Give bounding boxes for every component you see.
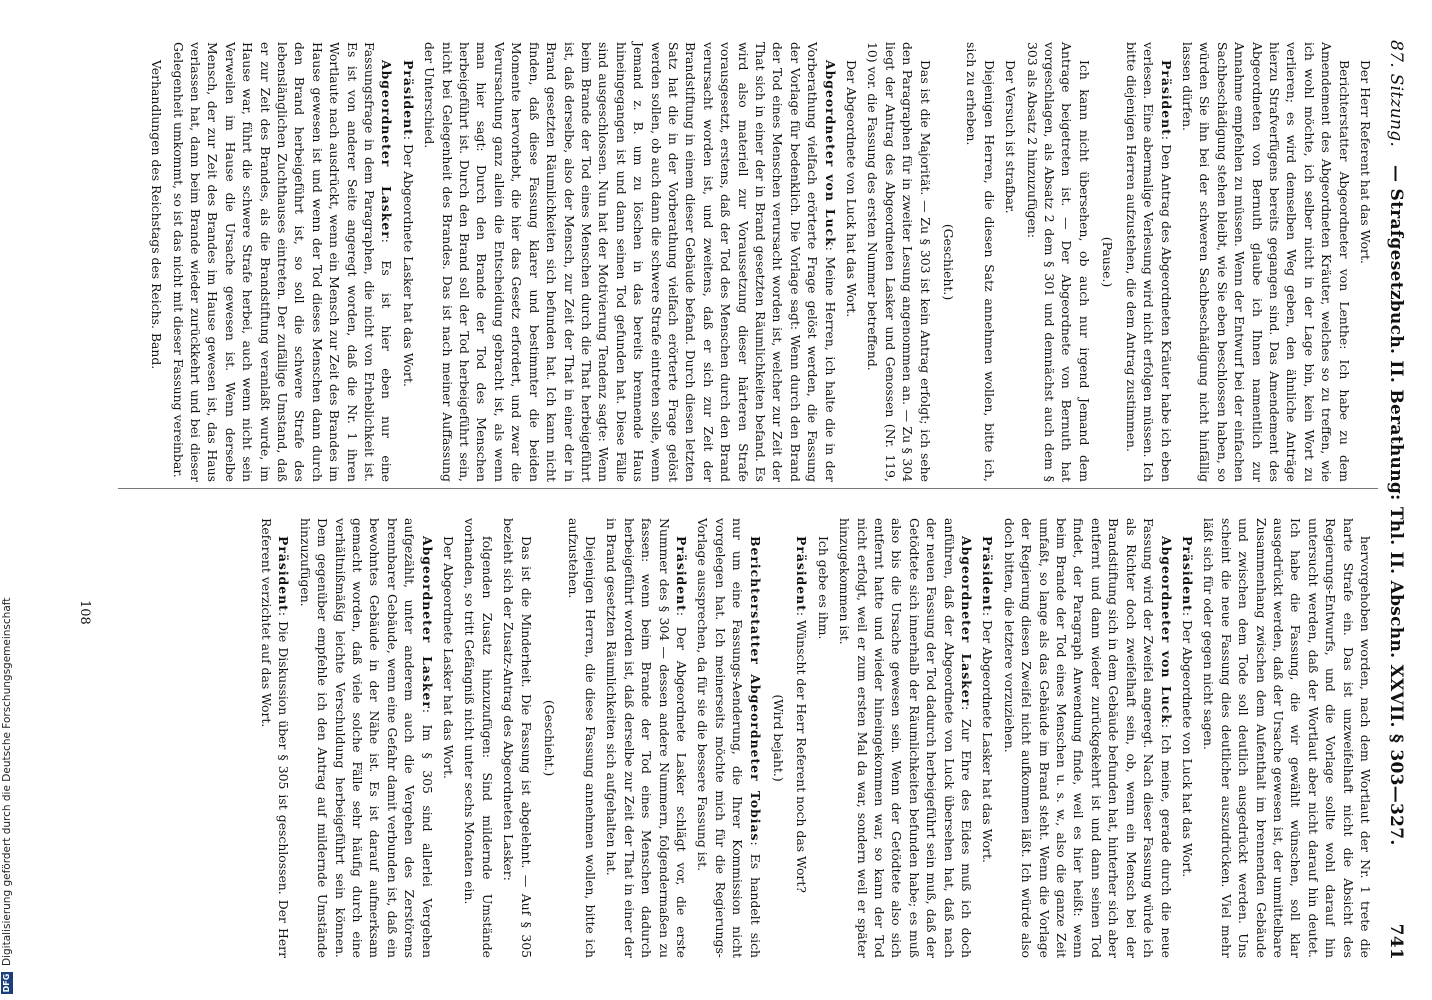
- paragraph: Berichterstatter Abgeordneter Tobias: Es handelt sich nur um eine Fassungs-Aenderung, die Ihrer Kommission nicht vorgelegen hat. Ich meinerseits möchte mich für die Regierungs-Vorlage aussprechen, da für sie die bessere Fassung ist.: [695, 518, 763, 958]
- paragraph: [843, 42, 860, 482]
- paragraph-text: Der Abgeordnete von Luck hat das Wort.: [1179, 619, 1195, 878]
- paragraph-text: Der Abgeordnete von Luck hat das Wort.: [844, 60, 860, 318]
- paragraph-text: Der Herr Referent hat das Wort.: [1358, 60, 1373, 264]
- speaker-name: Berichterstatter Abgeordneter Tobias: [747, 536, 763, 842]
- paragraph-text: Der Abgeordnete Lasker schlägt vor, die erste Nummer des § 304 — dessen andere Nummern, folgendermaßen zu fassen: wenn beim Brande der Tod eines Menschen dadurch herbeigeführt worden ist, daß derselbe zur Zeit der That in einer der in Brand gesetzten Räumlichkeiten sich aufgehalten hat.: [604, 518, 689, 958]
- paragraph-text: Der Abgeordnete Lasker hat das Wort.: [441, 536, 457, 779]
- paragraph: [461, 518, 496, 958]
- paragraph: [440, 518, 457, 958]
- paragraph: [564, 518, 599, 958]
- paragraph: Präsident: Der Abgeordnete Lasker hat das Wort.: [980, 536, 996, 863]
- paragraph: Präsident: Der Abgeordnete von Luck hat das Wort.: [1179, 536, 1195, 878]
- paragraph: [770, 518, 787, 958]
- paragraph: Abgeordneter von Luck: Meine Herren, ich halte die in der Vorberathung vielfach erörterte Frage gelöst werden, die Fassung der Vorlage für bedenklich. Die Vorlage sagt: Wenn durch den Brand der Tod eines Menschen verursacht worden ist, welcher zur Zeit der That sich in einer der in Brand gesetzten Räumlichkeiten befand. Es wird also materiell zur Voraussetzung dieser härteren Strafe vorausgesetzt, erstens, daß der Tod des Menschen durch den Brand verursacht worden ist, und zweitens, daß er sich zur Zeit der Brandstiftung in einem dieser Gebäude befand. Durch diesen letzten Satz hat die in der Vorberathung vielfach erörterte Frage gelöst werden sollen, ob auch dann die schwere Strafe eintreten solle, wenn Jemand z. B. um zu löschen in das bereits brennende Haus hineingegangen ist und dann seinen Tod gefunden hat. Diese Fälle sind ausgeschlossen. Nun hat der Motivierung Tendenz sagte: Wenn beim Brande der Tod eines Menschen durch die That herbeigeführt ist, daß derselbe, also der Mensch, zur Zeit der That in einer der in Brand gesetzten Räumlichkeiten sich befunden hat. Ich kann nicht finden, daß diese Fassung klarer und bestimmter die beiden Momente hervorhebt, die hier das Gesetz erfordert, und zwar die Verursachung ganz allein die Entscheidung gebracht ist, als wenn man hier sagt: Durch den Brande der Tod des Menschen herbeigeführt ist. Durch den Brand soll der Tod herbeigeführt sein, nicht bei Gelegenheit des Brandes. Das ist nach meiner Auffassung der Unterschied.: [422, 42, 838, 482]
- section-title: — Strafgesetzbuch. II. Berathung: Thl. II. Abschn. XXVII. § 303—327.: [1386, 165, 1406, 846]
- speaker-name: Präsident: [1158, 60, 1174, 136]
- speaker-name: Abgeordneter Lasker: [379, 60, 395, 239]
- paragraph-text: Der Abgeordnete Lasker hat das Wort.: [400, 143, 416, 387]
- paragraph: Abgeordneter Lasker: Es ist hier eben nur eine Fassungsfrage in dem Paragraphen, die nicht von Erheblichkeit ist. Es ist von anderer Seite angeregt worden, daß die Nr. 1 ihren Wortlaute nach ausdrückt, wenn ein Mensch zur Zeit des Brandes im Hause gewesen ist und wenn der Tod dieses Menschen dann durch den Brand herbeigeführt ist, so soll die schwere Strafe des lebenslänglichen Zuchthauses eintreten. Der zufällige Umstand, daß er zur Zeit des Brandes, als die Brandstiftung veranlaßt wurde, im Hause war, führt die schwere Strafe herbei, auch wenn nicht sein Verweilen im Hause die Ursache gewesen ist. Wenn derselbe Mensch, der zur Zeit des Brandes im Hause gewesen ist, das Haus verlassen hat, dann beim Brande wieder zurückkehrt und bei dieser Gelegenheit umkommt, so ist das nicht mit dieser Fassung vereinbar.: [170, 42, 395, 482]
- paragraph-text: hervorgehoben worden, nach dem Wortlaut der Nr. 1 trete die harte Strafe ein. Das ist unzweifelhaft nicht die Absicht des Regierungs-Entwurfs, und die Vorlage sollte wohl darauf hin untersucht werden, daß der Wortlaut aber nicht darauf hin deutet. Ich habe die Fassung, die wir gewählt wünschen, soll klar ausgedrückt werden, daß der Ursache gewesen ist, der unmittelbare Zusammenhang zwischen dem Aufenthalt im brennenden Gebäude und zwischen dem Tode soll deutlich ausgedrückt werden. Uns scheint die neue Fassung dies deutlicher auszudrücken. Viel mehr läßt sich für oder gegen nicht sagen.: [1201, 518, 1373, 958]
- paragraph: [148, 42, 165, 482]
- paragraph-text: Ich meine, gerade durch die neue Fassung wird der Zweifel angeregt. Nach dieser Fassung würde ich als Richter doch zweifelhaft sein, ob, wenn ein Mensch bei der Brandstiftung sich in dem Gebäude befunden hat, hinterher sich aber entfernt und dann wieder zurückgekehrt ist und dann seinen Tod findet, der Paragraph Anwendung finde, weil es hier heißt: wenn beim Brande der Tod eines Menschen u. s. w., also die ganze Zeit umfaßt, so lange als das Gebäude im Brand steht. Wenn die Vorlage der Regierung diesen Zweifel nicht aufkommen läßt. Ich würde also doch bitten, die letztere vorzuziehen.: [1001, 518, 1174, 958]
- paragraph-text: (Geschieht.): [941, 223, 957, 301]
- speaker-name: Abgeordneter Lasker: [959, 536, 975, 707]
- paragraph-text: Der Abgeordnete Lasker hat das Wort.: [980, 619, 996, 863]
- paragraph-text: Im § 305 sind allerlei Vergehen aufgezählt, unter anderem auch die Vergehen des Zerstörens brennbarer Gebäude, wenn eine Gefahr damit verbunden ist, daß ein bewohntes Gebäude in der Nähe ist. Es ist darauf aufmerksam gemacht worden, daß viele solche Fälle sehr häufig durch eine verhältnißmäßig leichte Verschuldung herbeigeführt sein können. Dem gegenüber empfehle ich den Antrag auf mildernde Umstände hinzuzufügen.: [297, 518, 435, 958]
- paragraph-text: Diejenigen Herren, die diesen Satz annehmen wollen, bitte ich, sich zu erheben.: [964, 42, 997, 482]
- paragraph-text: (Wird bejaht.): [771, 694, 786, 782]
- paragraph: Präsident: Die Diskussion über § 305 ist geschlossen. Der Herr Referent verzichtet auf das Wort.: [259, 518, 292, 958]
- paragraph-text: Ich kann nicht übersehen, ob auch nur irgend Jemand dem Antrage beigetreten ist. — Der Abgeordnete von Bernuth hat vorgeschlagen, als Absatz 2 dem § 301 und demnächst auch dem § 303 als Absatz 2 hinzuzufügen:: [1024, 42, 1092, 482]
- paragraph-text: Der Versuch ist strafbar.: [1003, 60, 1019, 214]
- paragraph-text: Wünscht der Herr Referent noch das Wort?: [794, 619, 810, 893]
- column-divider: [118, 488, 1378, 489]
- paragraph: Abgeordneter Lasker: Im § 305 sind allerlei Vergehen aufgezählt, unter anderem auch die Vergehen des Zerstörens brennbarer Gebäude, wenn eine Gefahr damit verbunden ist, daß ein bewohntes Gebäude in der Nähe ist. Es ist darauf aufmerksam gemacht worden, daß viele solche Fälle sehr häufig durch eine verhältnißmäßig leichte Verschuldung herbeigeführt sein können. Dem gegenüber empfehle ich den Antrag auf mildernde Umstände hinzuzufügen.: [297, 518, 435, 958]
- paragraph-text: Meine Herren, ich halte die in der Vorberathung vielfach erörterte Frage gelöst werden, die Fassung der Vorlage für bedenklich. Die Vorlage sagt: Wenn durch den Brand der Tod eines Menschen verursacht worden ist, welcher zur Zeit der That sich in einer der in Brand gesetzten Räumlichkeiten befand. Es wird also materiell zur Voraussetzung dieser härteren Strafe vorausgesetzt, erstens, daß der Tod des Menschen durch den Brand verursacht worden ist, und zweitens, daß er sich zur Zeit der Brandstiftung in einem dieser Gebäude befand. Durch diesen letzten Satz hat die in der Vorberathung vielfach erörterte Frage gelöst werden sollen, ob auch dann die schwere Strafe eintreten solle, wenn Jemand z. B. um zu löschen in das bereits brennende Haus hineingegangen ist und dann seinen Tod gefunden hat. Diese Fälle sind ausgeschlossen. Nun hat der Motivierung Tendenz sagte: Wenn beim Brande der Tod eines Menschen durch die That herbeigeführt ist, daß derselbe, also der Mensch, zur Zeit der That in einer der in Brand gesetzten Räumlichkeiten sich befunden hat. Ich kann nicht finden, daß diese Fassung klarer und bestimmter die beiden Momente hervorhebt, die hier das Gesetz erfordert, und zwar die Verursachung ganz allein die Entscheidung gebracht ist, als wenn man hier sagt: Durch den Brande der Tod des Menschen herbeigeführt ist. Durch den Brand soll der Tod herbeigeführt sein, nicht bei Gelegenheit des Brandes. Das ist nach meiner Auffassung der Unterschied.: [422, 42, 838, 482]
- paragraph-text: Berichterstatter Abgeordneter von Lenthe: Ich habe zu dem Amendement des Abgeordneten Kräuter, welches so zu treffen, wie ich wohl möchte, ich selber nicht in der Lage bin, kein Wort zu verlieren; es wird demselben Weg geben, den ähnliche Anträge hierzu Strafverfügens bereits gegangen sind. Das Amendement des Abgeordneten von Bernuth glaube ich Ihnen namentlich zur Annahme empfehlen zu müssen. Wenn der Entwurf bei der einfachen Sachbeschädigung stehen bleibt, wie Sie eben beschlossen haben, so würden Sie ihn bei der schweren Sachbeschädigung nicht hinfällig lassen dürfen.: [1179, 42, 1352, 482]
- paragraph: [1099, 42, 1116, 482]
- paragraph: [864, 42, 934, 482]
- paragraph-text: Es handelt sich nur um eine Fassungs-Aenderung, die Ihrer Kommission nicht vorgelegen hat. Ich meinerseits möchte mich für die Regierungs-Vorlage aussprechen, da für sie die bessere Fassung ist.: [695, 518, 763, 958]
- paragraph-text: Die Diskussion über § 305 ist geschlossen. Der Herr Referent verzichtet auf das Wort.: [259, 518, 292, 958]
- running-head: [1382, 0, 1406, 1000]
- speaker-name: Präsident: [980, 536, 996, 612]
- page-header-number: 741: [1386, 923, 1406, 960]
- paragraph: [1200, 518, 1374, 958]
- paragraph-text: Verhandlungen des Reichstags des Reichs. Band.: [149, 60, 165, 370]
- speaker-name: Präsident: [1179, 536, 1195, 612]
- paragraph: [541, 518, 558, 958]
- speaker-name: Abgeordneter von Luck: [1158, 536, 1174, 724]
- paragraph: [1023, 42, 1093, 482]
- paragraph: Präsident: Der Abgeordnete Lasker hat das Wort.: [400, 60, 416, 387]
- paragraph: Präsident: Den Antrag des Abgeordneten Kräuter habe ich eben verlesen. Eine abermalige Verlesung wird nicht erfolgen müssen. Ich bitte diejenigen Herren aufzustehen, die dem Antrag zustimmen.: [1123, 42, 1174, 482]
- paragraph-text: folgenden Zusatz hinzuzufügen: Sind mildernde Umstände vorhanden, so tritt Gefängniß nicht unter sechs Monaten ein.: [462, 518, 495, 958]
- speaker-name: Präsident: [400, 60, 416, 136]
- session-number: 87. Sitzung.: [1386, 40, 1406, 148]
- paragraph-text: Zur Ehre des Eides muß ich doch anführen, daß der Abgeordnete von Luck übersehen hat, daß nach der neuen Fassung der Tod dadurch herbeigeführt sein muß, daß der Getödtete sich innerhalb der Räumlichkeiten befunden habe; es muß also bis die Ursache gewesen sein. Wenn der Getödtete also sich entfernt hatte und wieder hineingekommen war, so kann der Tod nicht erfolgt, weil er zum ersten Mal da war, sondern weil er später hinzugekommen ist.: [837, 518, 975, 958]
- speaker-name: Präsident: [673, 536, 689, 612]
- paragraph-text: Es ist hier eben nur eine Fassungsfrage in dem Paragraphen, die nicht von Erheblichkeit ist. Es ist von anderer Seite angeregt worden, daß die Nr. 1 ihren Wortlaute nach ausdrückt, wenn ein Mensch zur Zeit des Brandes im Hause gewesen ist und wenn der Tod dieses Menschen dann durch den Brand herbeigeführt ist, so soll die schwere Strafe des lebenslänglichen Zuchthauses eintreten. Der zufällige Umstand, daß er zur Zeit des Brandes, als die Brandstiftung veranlaßt wurde, im Hause war, führt die schwere Strafe herbei, auch wenn nicht sein Verweilen im Hause die Ursache gewesen ist. Wenn derselbe Mensch, der zur Zeit des Brandes im Hause gewesen ist, das Haus verlassen hat, dann beim Brande wieder zurückkehrt und bei dieser Gelegenheit umkommt, so ist das nicht mit dieser Fassung vereinbar.: [170, 42, 395, 482]
- paragraph: Präsident: Der Abgeordnete Lasker schlägt vor, die erste Nummer des § 304 — dessen andere Nummern, folgendermaßen zu fassen: wenn beim Brande der Tod eines Menschen dadurch herbeigeführt worden ist, daß derselbe zur Zeit der That in einer der in Brand gesetzten Räumlichkeiten sich aufgehalten hat.: [604, 518, 689, 958]
- speaker-name: Abgeordneter von Luck: [822, 60, 838, 247]
- page-number: 108: [77, 600, 92, 625]
- speaker-name: Präsident: [276, 536, 292, 612]
- paragraph: [814, 518, 831, 958]
- paragraph: Abgeordneter Lasker: Zur Ehre des Eides muß ich doch anführen, daß der Abgeordnete von Luck übersehen hat, daß nach der neuen Fassung der Tod dadurch herbeigeführt sein muß, daß der Getödtete sich innerhalb der Räumlichkeiten befunden habe; es muß also bis die Ursache gewesen sein. Wenn der Getödtete also sich entfernt hatte und wieder hineingekommen war, so kann der Tod nicht erfolgt, weil er zum ersten Mal da war, sondern weil er später hinzugekommen ist.: [837, 518, 975, 958]
- digitization-credit: [0, 0, 14, 1000]
- paragraph-text: Das ist die Minderheit. Die Fassung ist abgelehnt. — Auf § 305 bezieht sich der Zusatz-Antrag des Abgeordneten Lasker:: [501, 518, 534, 958]
- paragraph: [940, 42, 957, 482]
- left-column: [149, 42, 1374, 482]
- credit-text: Digitalisierung gefördert durch die Deutsche Forschungsgemeinschaft: [1, 597, 13, 966]
- dfg-logo: DFG: [2, 973, 11, 993]
- paragraph: [1002, 42, 1019, 482]
- speaker-name: Abgeordneter Lasker: [419, 536, 435, 709]
- paragraph-text: Den Antrag des Abgeordneten Kräuter habe ich eben verlesen. Eine abermalige Verlesung wird nicht erfolgen müssen. Ich bitte diejenigen Herren aufzustehen, die dem Antrag zustimmen.: [1123, 42, 1174, 482]
- paragraph-text: (Pause.): [1100, 236, 1116, 288]
- paragraph-text: Ich gebe es ihm.: [815, 536, 831, 640]
- paragraph-text: Das ist die Majorität. — Zu § 303 ist kein Antrag erfolgt; ich sehe den Paragraphen für in zweiter Lesung angenommen an. — Zu § 304 liegt der Antrag des Abgeordneten Lasker und Genossen (Nr. 119, 10) vor. die Fassung des ersten Nummer betreffend.: [865, 42, 933, 482]
- paragraph: [1179, 42, 1353, 482]
- scanned-page: [72, 0, 1432, 1000]
- speaker-name: Präsident: [794, 536, 810, 612]
- paragraph: [1357, 42, 1374, 482]
- paragraph-text: (Geschieht.): [542, 699, 558, 777]
- paragraph: [963, 42, 998, 482]
- right-column: [244, 518, 1374, 958]
- paragraph: Präsident: Wünscht der Herr Referent noch das Wort?: [794, 536, 810, 893]
- paragraph-text: Diejenigen Herren, die diese Fassung annehmen wollen, bitte ich aufzustehen.: [565, 518, 598, 958]
- paragraph: Abgeordneter von Luck: Ich meine, gerade durch die neue Fassung wird der Zweifel angeregt. Nach dieser Fassung würde ich als Richter doch zweifelhaft sein, ob, wenn ein Mensch bei der Brandstiftung sich in dem Gebäude befunden hat, hinterher sich aber entfernt und dann wieder zurückgekehrt ist und dann seinen Tod findet, der Paragraph Anwendung finde, weil es hier heißt: wenn beim Brande der Tod eines Menschen u. s. w., also die ganze Zeit umfaßt, so lange als das Gebäude im Brand steht. Wenn die Vorlage der Regierung diesen Zweifel nicht aufkommen läßt. Ich würde also doch bitten, die letztere vorzuziehen.: [1001, 518, 1174, 958]
- paragraph: [500, 518, 535, 958]
